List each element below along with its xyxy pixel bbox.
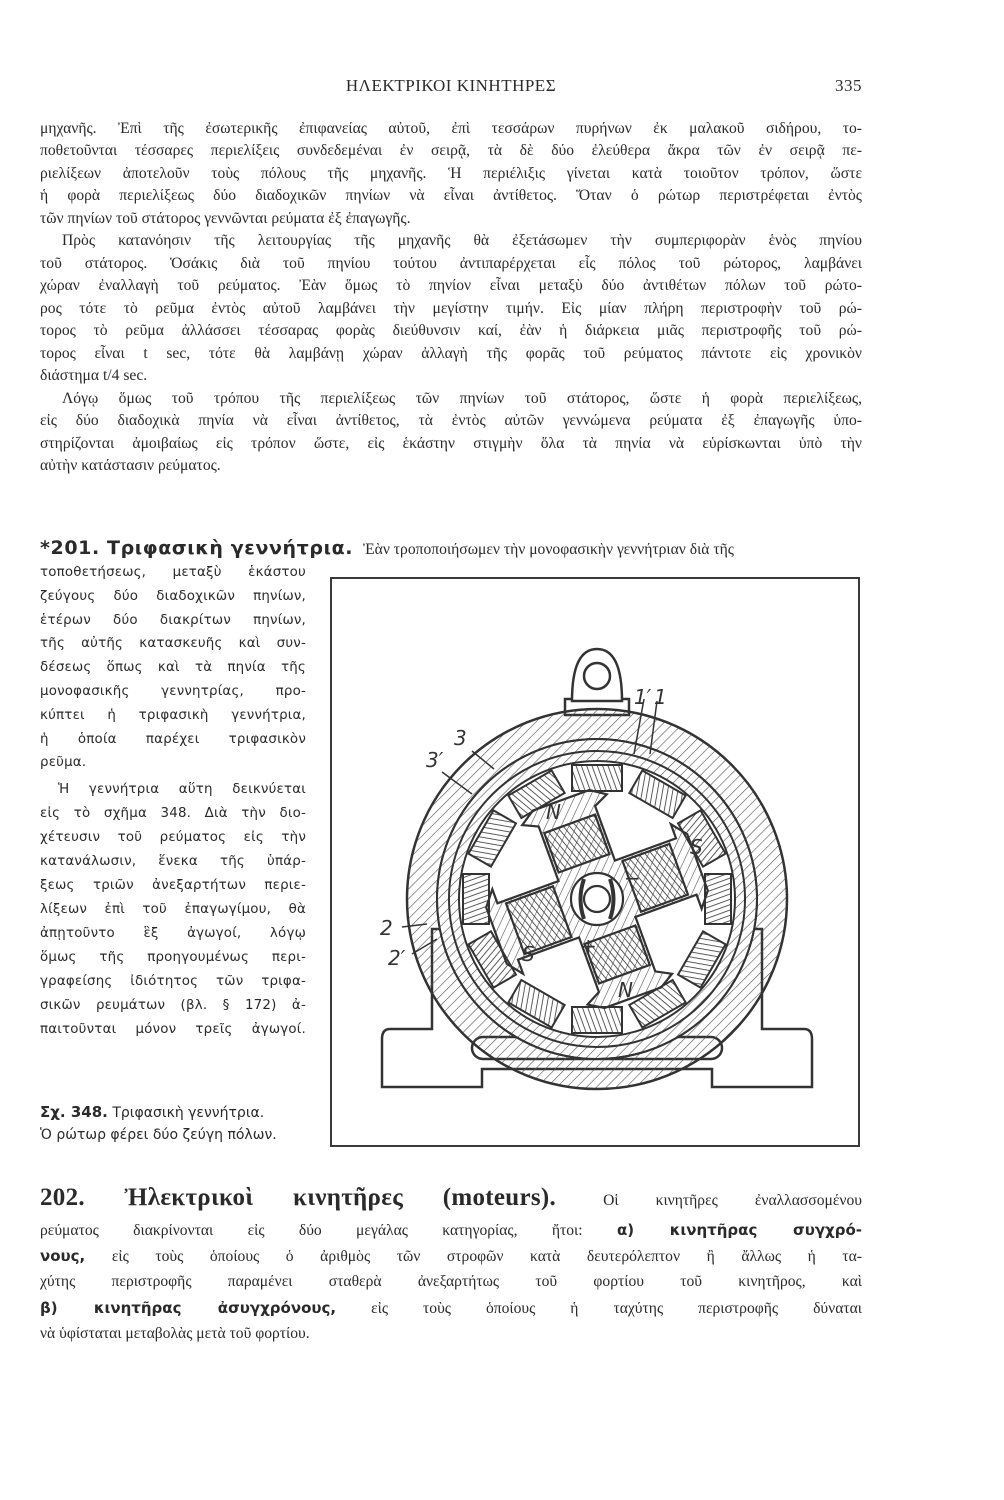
paragraph-line: ρος τότε τὸ ρεῦμα ἐντὸς αὐτοῦ λαμβάνει τὴν μεγίστην τιμήν. Εἰς μίαν πλήρη περιστροφὴν τοῦ ρώ- [40, 300, 862, 317]
section-202-line [40, 1296, 862, 1320]
section-202-line [40, 1244, 862, 1268]
paragraph-line: τοῦ στάτορος. Ὁσάκις διὰ τοῦ πηνίου τούτου ἀντιπαρέρχεται εἷς πόλος τοῦ ρώτορος, λαμβάνει [40, 255, 862, 272]
paragraph-line: Λόγῳ ὅμως τοῦ τρόπου τῆς περιελίξεως τῶν πηνίων τοῦ στάτορος, ὥστε ἡ φορὰ περιελίξεως, [62, 390, 862, 407]
lifting-eye [565, 649, 629, 715]
text-span: εἰς τοὺς ὁποίους ὁ ἀριθμὸς τῶν στροφῶν κατὰ δευτερόλεπτον ἢ ἄλλως ἡ τα- [85, 1248, 862, 1265]
terminal-plus: + [580, 934, 597, 958]
side-line: ἑτέρων δύο διακρίτων πηνίων, [40, 613, 306, 628]
running-head [40, 76, 862, 100]
side-line: Ἡ γεννήτρια αὕτη δεικνύεται [58, 782, 306, 797]
side-line: παιτοῦνται μόνον τρεῖς ἀγωγοί. [40, 1022, 306, 1037]
side-line: γραφείσης ἰδιότητος τῶν τριφα- [40, 974, 306, 989]
side-line: τῆς αὐτῆς κατασκευῆς καὶ συν- [40, 636, 306, 651]
paragraph-line: τορος εἶναι t sec, τότε θὰ λαμβάνῃ χώραν ἀλλαγὴ τῆς φορᾶς τοῦ ρεύματος πάντοτε εἰς χρονικὸν [40, 345, 862, 362]
pole-label-n-bottom: N [618, 978, 633, 1002]
text-span: ρεύματος διακρίνονται εἰς δύο μεγάλας κατηγορίας, ἤτοι: [40, 1222, 617, 1239]
term-synchronous-end: νους, [40, 1247, 86, 1265]
paragraph-line: μηχανῆς. Ἐπὶ τῆς ἐσωτερικῆς ἐπιφανείας αὐτοῦ, ἐπὶ τεσσάρων πυρήνων ἐκ μαλακοῦ σιδήρου, το- [40, 120, 862, 137]
side-line: χέτευσιν τοῦ ρεύματος εἰς τὴν [40, 830, 306, 845]
side-line: λίξεων ἐπὶ τοῦ ἐπαγωγίμου, θὰ [40, 902, 306, 917]
section-202-heading: 202. Ἠλεκτρικοὶ κινητῆρες (moteurs). [40, 1184, 557, 1211]
side-line: ρεῦμα. [40, 755, 87, 770]
paragraph-line: τῶν πηνίων τοῦ στάτορος γεννῶνται ρεύματα ἐξ ἐπαγωγῆς. [40, 210, 411, 227]
side-line: κατανάλωσιν, ἕνεκα τῆς ὑπάρ- [40, 854, 306, 869]
figure-caption [40, 1101, 310, 1146]
section-202-first-line [40, 1182, 862, 1214]
page-number: 335 [835, 76, 862, 95]
paragraph-line: αὐτὴν κατάστασιν ρεύματος. [40, 457, 221, 474]
paragraph-line: χώραν ἐναλλαγὴ τοῦ ρεύματος. Ἐὰν ὅμως τὸ πηνίον εἶναι μεταξὺ δύο ἀντιθέτων πόλων τοῦ ρώτο- [40, 277, 862, 294]
paragraph-line: εἰς δύο διαδοχικὰ πηνία νὰ εἶναι ἀντίθετος, τὰ ἐντὸς αὐτῶν γεννώμενα ρεύματα ἐξ ἐπαγωγῆς ὑπο- [40, 412, 862, 429]
label-2: 2 [380, 916, 393, 940]
section-201-first-line [40, 534, 862, 562]
paragraph-line: ποθετοῦνται τέσσαρες περιελίξεις συνδεδεμέναι ἐν σειρᾷ, τὰ δὲ δύο ἐλεύθερα ἄκρα τῶν ἐν σειρᾷ πε- [40, 142, 862, 159]
section-202-line: χύτης περιστροφῆς παραμένει σταθερὰ ἀνεξαρτήτως τοῦ φορτίου τοῦ κινητῆρος, καὶ [40, 1273, 862, 1290]
term-asynchronous: β) κινητῆρας ἀσυγχρόνους, [40, 1299, 337, 1317]
term-synchronous: α) κινητῆρας συγχρό- [616, 1221, 862, 1239]
three-phase-generator-illustration [332, 579, 858, 1145]
side-line: ἡ ὁποία παρέχει τριφασικὸν [40, 732, 306, 747]
label-3: 3 [454, 726, 467, 750]
paragraph-line: διάστημα t/4 sec. [40, 367, 148, 384]
side-line: εἰς τὸ σχῆμα 348. Διὰ τὴν διο- [40, 806, 306, 821]
pole-label-n-top: N [546, 800, 561, 824]
side-line: μονοφασικῆς γεννητρίας, προ- [40, 684, 306, 699]
paragraph-line: ἡ φορὰ περιελίξεως δύο διαδοχικῶν πηνίων νὰ εἶναι ἀντίθετος. Ὅταν ὁ ρώτωρ περιστρέφεται ἐντὸς [40, 187, 862, 204]
section-202-line: νὰ ὑφίσταται μεταβολὰς μετὰ τοῦ φορτίου. [40, 1325, 310, 1342]
paragraph-line: Πρὸς κατανόησιν τῆς λειτουργίας τῆς μηχανῆς θὰ ἐξετάσωμεν τὴν συμπεριφορὰν ἑνὸς πηνίου [62, 232, 862, 249]
section-201-heading: *201. Τριφασικὴ γεννήτρια. [40, 537, 354, 559]
side-line: ξεως τριῶν ἀνεξαρτήτων περιε- [40, 878, 306, 893]
side-line: ἀπῃτοῦντο ἓξ ἀγωγοί, λόγῳ [40, 926, 306, 941]
figure-title: Τριφασικὴ γεννήτρια. [112, 1105, 265, 1121]
pole-label-s-left: S [522, 942, 535, 966]
figure-caption-line2: Ὁ ρώτωρ φέρει δύο ζεύγη πόλων. [40, 1127, 277, 1143]
paragraph-line: ριελίξεων ἀποτελοῦν τοὺς πόλους τῆς μηχανῆς. Ἡ περιέλιξις γίνεται κατὰ τοιοῦτον τρόπον, ὥστε [40, 165, 862, 182]
paragraph-line: τορος τὸ ρεῦμα ἀλλάσσει τέσσαρας φορὰς διεύθυνσιν καί, ἐὰν ἡ διάρκεια μιᾶς περιστροφῆς τοῦ ρώ- [40, 322, 862, 339]
paragraph-line: στηρίζονται ἀμοιβαίως εἰς τρόπον ὥστε, εἰς ἑκάστην στιγμὴν ὅλα τὰ πηνία νὰ εὑρίσκωνται ὑπὸ τὴν [40, 435, 862, 452]
section-201-text: Ἐὰν τροποποιήσωμεν τὴν μονοφασικὴν γεννήτριαν διὰ τῆς [362, 541, 734, 558]
section-202-text: Οἱ κινητῆρες ἐναλλασσομένου [603, 1192, 862, 1209]
side-line: σικῶν ρευμάτων (βλ. § 172) ἀ- [40, 998, 306, 1013]
label-2-prime: 2′ [388, 946, 406, 970]
label-3-prime: 3′ [426, 748, 444, 772]
pole-label-s-right: S [690, 835, 703, 859]
chapter-title: ΗΛΕΚΤΡΙΚΟΙ ΚΙΝΗΤΗΡΕΣ [345, 76, 557, 95]
side-line: ζεύγους δύο διαδοχικῶν πηνίων, [40, 589, 306, 604]
label-1-prime: 1′ [634, 685, 652, 709]
label-1: 1 [654, 685, 667, 709]
figure-number: Σχ. 348. [40, 1103, 108, 1121]
side-line: κύπτει ἡ τριφασικὴ γεννήτρια, [40, 708, 306, 723]
terminal-minus: − [624, 866, 641, 890]
side-line: τοποθετήσεως, μεταξὺ ἑκάστου [40, 565, 306, 580]
text-span: εἰς τοὺς ὁποίους ἡ ταχύτης περιστροφῆς δύναται [336, 1300, 862, 1317]
figure-348-generator-diagram [330, 577, 860, 1147]
side-line: ὅμως τῆς προηγουμένως περι- [40, 950, 306, 965]
side-line: δέσεως ὅπως καὶ τὰ πηνία τῆς [40, 660, 306, 675]
section-202-line [40, 1218, 862, 1242]
